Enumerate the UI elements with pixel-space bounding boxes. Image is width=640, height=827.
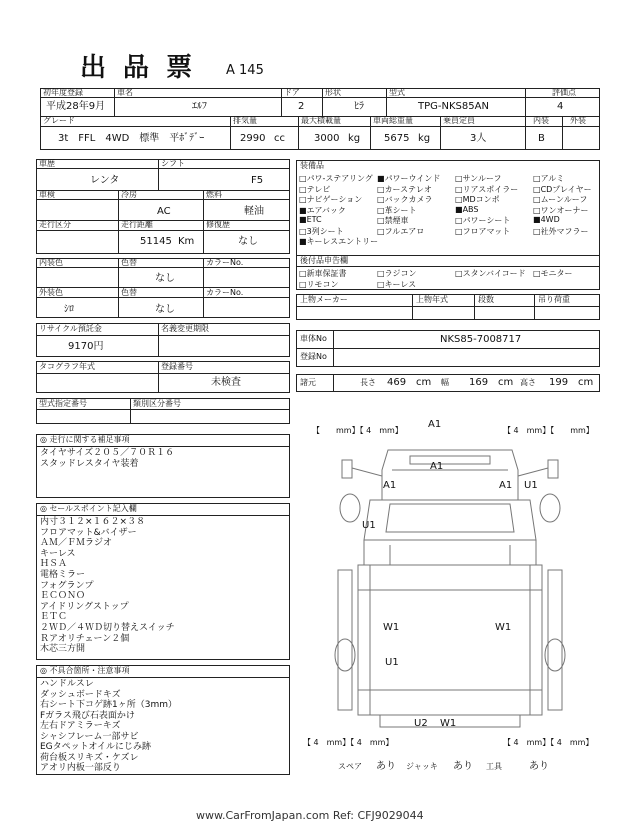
- ext-color-no-label: カラーNo.: [206, 288, 244, 297]
- mirror-left: [342, 460, 352, 478]
- note-line: アオリ内板一部反り: [40, 763, 121, 773]
- checklist-item-label: ETC: [306, 215, 322, 224]
- checked-box-icon: ■: [533, 215, 541, 224]
- cab-outline: [382, 450, 518, 500]
- tread-bottom-left: 【 4 mm】【 4 mm】: [303, 738, 394, 747]
- checklist-item-label: フロアマット: [462, 226, 511, 236]
- displacement-label: 排気量: [233, 116, 257, 125]
- length-unit: cm: [416, 377, 432, 388]
- circle-bullet-icon: ◎: [40, 435, 47, 444]
- note-line: スタッドレスタイヤ装着: [40, 458, 139, 469]
- note-line: フロアマット&バイザー: [40, 527, 137, 538]
- note-line: フォグランプ: [40, 580, 94, 591]
- checklist-item-label: 3列シート: [306, 226, 344, 236]
- unchecked-box-icon: □: [377, 226, 385, 236]
- body-year-label: 上物年式: [416, 295, 448, 304]
- front-wheel-left: [340, 494, 360, 522]
- note-line: ダッシュボードキズ: [40, 689, 121, 700]
- checklist-item: [533, 268, 573, 279]
- shift-label: シフト: [161, 159, 185, 168]
- checklist-item-label: 新車保証書: [306, 269, 347, 278]
- grade-value: 3t FFL 4WD 標準 平ﾎﾞﾃﾞｰ: [58, 133, 205, 144]
- unchecked-box-icon: □: [377, 280, 385, 289]
- checklist-item-label: サンルーフ: [462, 174, 502, 183]
- ext-color-value: ｼﾛ: [64, 304, 74, 315]
- watermark-text: www.CarFromJapan.com Ref: CFJ9029044: [196, 809, 424, 822]
- unchecked-box-icon: □: [299, 184, 307, 194]
- checklist-item: [377, 268, 417, 279]
- recycle-label: リサイクル預託金: [39, 324, 102, 333]
- reg-no-label: 登録番号: [161, 362, 193, 371]
- circle-bullet-icon: ◎: [40, 666, 47, 675]
- driving-title-text: 走行に関する補足事項: [49, 435, 130, 444]
- checklist-item-label: フルエアロ: [384, 226, 425, 236]
- front-wheel-right: [540, 494, 560, 522]
- first-reg-label: 初年度登録: [43, 88, 83, 97]
- max-load-value: 3000: [314, 133, 340, 144]
- unchecked-box-icon: □: [533, 195, 541, 204]
- ext-color-label: 外装色: [39, 288, 63, 297]
- note-line: ＥＴＣ: [40, 612, 68, 623]
- doors-value: 2: [298, 101, 305, 112]
- checklist-item-label: ムーンルーフ: [540, 195, 588, 204]
- checklist-item-label: バックカメラ: [384, 195, 433, 204]
- sales-title-text: セールスポイント記入欄: [49, 504, 137, 513]
- fuel-value: 軽油: [244, 206, 264, 217]
- checked-box-icon: ■: [377, 174, 385, 183]
- checklist-item-label: アルミ: [540, 174, 565, 183]
- circle-bullet-icon: ◎: [40, 504, 47, 513]
- unchecked-box-icon: □: [533, 205, 541, 215]
- note-line: Fガラス飛び石表面かけ: [40, 710, 135, 721]
- height-label: 高さ: [520, 378, 536, 387]
- reg-no-value: 未検査: [211, 377, 241, 388]
- unchecked-box-icon: □: [299, 174, 307, 183]
- tread-top-left: 【 mm】【 4 mm】: [312, 426, 403, 435]
- name-change-label: 名義変更期限: [161, 324, 209, 333]
- unchecked-box-icon: □: [455, 184, 463, 194]
- checklist-item: [377, 184, 432, 195]
- damage-mark: A1: [430, 461, 444, 472]
- checklist-item: [533, 215, 560, 224]
- checklist-item: [377, 205, 417, 216]
- width-unit: cm: [498, 377, 514, 388]
- checklist-item-label: 4WD: [540, 215, 560, 224]
- unchecked-box-icon: □: [299, 280, 307, 289]
- model-code-value: TPG-NKS85AN: [418, 101, 489, 112]
- sales-title: [40, 505, 137, 513]
- checklist-item: [299, 184, 330, 195]
- windshield: [410, 456, 490, 464]
- checked-box-icon: ■: [455, 204, 463, 214]
- mileage-label: 走行距離: [121, 220, 153, 229]
- note-line: 内寸３１２×１６２×３８: [40, 517, 146, 527]
- checklist-item-label: MDコンポ: [462, 195, 500, 204]
- exterior-label: 外装: [570, 116, 586, 125]
- note-line: ＨＳＡ: [40, 559, 68, 570]
- checklist-item: [533, 173, 564, 184]
- unchecked-box-icon: □: [455, 269, 463, 278]
- capacity-value: 3人: [470, 133, 487, 144]
- jack-value: あり: [453, 761, 473, 772]
- jack-label: ジャッキ: [406, 762, 438, 771]
- model-code-label: 型式: [389, 88, 405, 97]
- damage-mark: U1: [385, 657, 399, 668]
- tools-value: あり: [529, 761, 549, 772]
- checklist-item: [533, 205, 589, 216]
- tread-top-right: 【 4 mm】【 mm】: [503, 426, 594, 435]
- damage-mark: U1: [362, 520, 376, 531]
- defects-title: [40, 667, 130, 675]
- recycle-value: 9170円: [68, 341, 104, 352]
- checklist-item-label: CDプレイヤー: [540, 184, 592, 194]
- checklist-item: [299, 268, 347, 279]
- checklist-item: [299, 226, 344, 237]
- width-value: 169: [469, 377, 489, 388]
- equipment-label: 装備品: [300, 161, 324, 170]
- type-no-label: 型式指定番号: [39, 399, 87, 408]
- ext-change-label: 色替: [121, 288, 137, 297]
- unchecked-box-icon: □: [533, 184, 541, 194]
- length-label: 長さ: [360, 378, 376, 387]
- mileage-value: 51145: [140, 236, 172, 247]
- checked-box-icon: ■: [299, 237, 307, 246]
- checklist-item-label: スタンバイコード: [462, 269, 526, 278]
- note-line: 左右ドアミラーキズ: [40, 721, 121, 731]
- note-line: キーレス: [40, 548, 76, 559]
- tools-label: 工具: [486, 762, 502, 771]
- checklist-item: [299, 236, 378, 247]
- vin-label: 車体No: [300, 334, 327, 343]
- hoist-label: 吊り荷重: [538, 295, 570, 304]
- checklist-item-label: カーステレオ: [384, 184, 432, 194]
- damage-mark: W1: [440, 718, 457, 729]
- damage-mark: U2: [414, 718, 428, 729]
- ac-value: AC: [157, 206, 171, 217]
- unchecked-box-icon: □: [455, 226, 463, 236]
- history-label: 車歴: [39, 159, 55, 168]
- checklist-item-label: ラジコン: [384, 269, 417, 278]
- unchecked-box-icon: □: [299, 269, 307, 278]
- unchecked-box-icon: □: [377, 269, 385, 278]
- body-type-label: 形状: [325, 88, 341, 97]
- damage-mark: A1: [383, 480, 397, 491]
- unchecked-box-icon: □: [455, 195, 463, 204]
- fuel-label: 燃料: [206, 190, 222, 199]
- note-line: EGタペットオイルにじみ跡: [40, 742, 151, 752]
- note-line: タイヤサイズ２０５／７０Ｒ１６: [40, 448, 175, 458]
- damage-mark: W1: [383, 622, 400, 633]
- checklist-item: [377, 215, 409, 226]
- note-line: 電格ミラー: [40, 570, 86, 580]
- ext-change-value: なし: [155, 304, 175, 315]
- checklist-item: [533, 226, 589, 237]
- doors-label: ドア: [284, 88, 300, 97]
- cargo-bed: [358, 565, 542, 715]
- max-load-label: 最大積載量: [301, 116, 341, 125]
- unchecked-box-icon: □: [533, 226, 541, 236]
- checklist-item: [299, 205, 346, 216]
- unchecked-box-icon: □: [377, 195, 385, 204]
- first-reg-value: 平成28年9月: [46, 101, 106, 112]
- height-value: 199: [549, 377, 569, 388]
- checklist-item: [533, 184, 592, 195]
- displacement-unit: cc: [274, 133, 285, 144]
- capacity-label: 乗員定員: [443, 116, 475, 125]
- reg-label: 登録No: [300, 352, 327, 361]
- score-value: 4: [557, 101, 564, 112]
- int-change-label: 色替: [121, 258, 137, 267]
- checklist-item: [299, 279, 339, 290]
- checklist-item-label: テレビ: [306, 184, 331, 194]
- unchecked-box-icon: □: [455, 216, 463, 225]
- driving-title: [40, 436, 130, 444]
- unchecked-box-icon: □: [533, 174, 541, 183]
- checklist-item: [455, 205, 478, 214]
- checklist-item: [377, 226, 424, 237]
- damage-mark: W1: [495, 622, 512, 633]
- checklist-item: [455, 226, 510, 237]
- unchecked-box-icon: □: [377, 205, 385, 215]
- checklist-item: [377, 194, 433, 205]
- class-no-label: 類別区分番号: [133, 399, 181, 408]
- grade-label: グレード: [43, 116, 75, 125]
- history-value: レンタ: [90, 175, 120, 186]
- note-line: ハンドルスレ: [40, 679, 94, 689]
- dims-label: 諸元: [300, 378, 316, 387]
- checklist-item-label: リモコン: [306, 280, 339, 289]
- checklist-item: [455, 268, 526, 279]
- interior-value: B: [538, 133, 545, 144]
- unchecked-box-icon: □: [455, 174, 463, 183]
- unchecked-box-icon: □: [299, 195, 307, 204]
- checklist-item-label: パワーシート: [462, 216, 511, 225]
- model-label: 車名: [117, 88, 133, 97]
- checklist-item-label: ABS: [462, 204, 479, 214]
- gross-weight-label: 車両総重量: [373, 116, 413, 125]
- checklist-item: [455, 173, 502, 184]
- interior-label: 内装: [533, 116, 549, 125]
- damage-mark: U1: [524, 480, 538, 491]
- max-load-unit: kg: [348, 133, 361, 144]
- unchecked-box-icon: □: [377, 184, 385, 194]
- checklist-item: [299, 173, 373, 184]
- height-unit: cm: [578, 377, 594, 388]
- checklist-item-label: エアバック: [306, 205, 346, 215]
- mileage-unit: Km: [178, 236, 195, 247]
- displacement-value: 2990: [240, 133, 266, 144]
- aftermarket-label: 後付品申告欄: [300, 256, 348, 265]
- inspection-label: 車検: [39, 190, 55, 199]
- repair-label: 修復歴: [206, 220, 230, 229]
- int-change-value: なし: [155, 273, 175, 284]
- checklist-item-label: モニター: [540, 269, 573, 278]
- note-line: Ｒアオリチェーン２個: [40, 633, 130, 644]
- gross-weight-unit: kg: [418, 133, 431, 144]
- length-value: 469: [387, 377, 407, 388]
- damage-mark: A1: [428, 419, 442, 430]
- note-line: ＥＣＯＮＯ: [40, 591, 86, 602]
- sheet-number: A 145: [226, 63, 264, 78]
- checklist-item-label: リアスポイラー: [462, 184, 519, 194]
- checklist-item-label: キーレスエントリー: [306, 237, 379, 246]
- checklist-item-label: ワンオーナー: [540, 205, 589, 215]
- checklist-item-label: パワ-ステアリング: [306, 174, 373, 183]
- unchecked-box-icon: □: [299, 226, 307, 236]
- shift-value: F5: [251, 175, 264, 186]
- checklist-item-label: 革シート: [384, 205, 417, 215]
- note-line: 木芯三方開: [40, 644, 86, 655]
- checklist-item-label: キーレス: [384, 280, 417, 289]
- mileage-type-label: 走行区分: [39, 220, 71, 229]
- note-line: 右シート下コゲ跡1ヶ所（3mm）: [40, 700, 177, 710]
- note-line: シャシフレーム一部サビ: [40, 731, 139, 742]
- checked-box-icon: ■: [299, 215, 307, 224]
- model-value: ｴﾙﾌ: [192, 101, 207, 112]
- checklist-item-label: パワーウインド: [384, 174, 441, 183]
- note-line: アイドリングストップ: [40, 601, 129, 612]
- body-type-value: ﾋﾗ: [354, 101, 364, 112]
- steps-label: 段数: [478, 295, 494, 304]
- unchecked-box-icon: □: [377, 216, 385, 225]
- int-color-label: 内装色: [39, 258, 63, 267]
- maker-label: 上物メーカー: [300, 295, 348, 304]
- ac-label: 冷房: [121, 190, 137, 199]
- sheet-title: 出 品 票: [80, 53, 197, 83]
- damage-mark: A1: [499, 480, 513, 491]
- repair-value: なし: [238, 236, 258, 247]
- checklist-item: [299, 194, 362, 205]
- spare-value: あり: [376, 761, 396, 772]
- checklist-item-label: 社外マフラー: [540, 226, 589, 236]
- score-label: 評価点: [552, 88, 576, 97]
- width-label: 幅: [441, 378, 449, 387]
- mirror-right: [548, 460, 558, 478]
- checklist-item-label: 禁煙車: [384, 216, 409, 225]
- vin-value: NKS85-7008717: [440, 334, 522, 345]
- note-line: ＡＭ／ＦＭラジオ: [40, 538, 113, 549]
- gross-weight-value: 5675: [384, 133, 410, 144]
- checklist-item: [377, 279, 416, 290]
- checklist-item: [455, 184, 518, 195]
- checked-box-icon: ■: [299, 205, 307, 215]
- checklist-item: [455, 194, 500, 205]
- checklist-item: [455, 215, 510, 226]
- checklist-item: [533, 194, 587, 205]
- defects-title-text: 不具合箇所・注意事項: [49, 666, 130, 675]
- tacho-label: タコグラフ年式: [39, 362, 95, 371]
- checklist-item: [299, 215, 322, 224]
- checklist-item-label: ナビゲーション: [306, 195, 363, 204]
- spare-label: スペア: [338, 762, 362, 771]
- int-color-no-label: カラーNo.: [206, 258, 244, 267]
- note-line: 荷台板スリキズ・ケズレ: [40, 752, 139, 763]
- unchecked-box-icon: □: [533, 269, 541, 278]
- note-line: ２ＷＤ／４ＷＤ切り替えスイッチ: [40, 623, 175, 633]
- checklist-item: [377, 173, 440, 184]
- tread-bottom-right: 【 4 mm】【 4 mm】: [503, 738, 594, 747]
